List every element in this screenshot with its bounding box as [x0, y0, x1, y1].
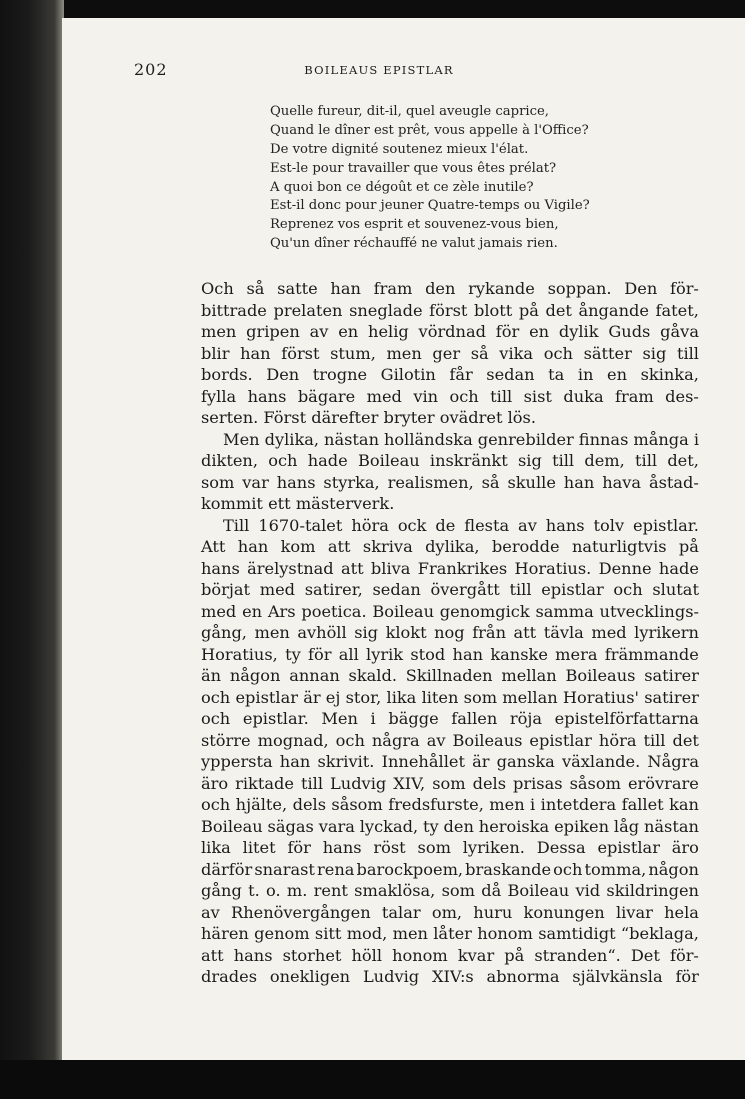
- verse-quote: [270, 103, 690, 254]
- book-spine-shadow: [0, 0, 64, 1060]
- verse-line: Quelle fureur, dit-il, quel aveugle caprice,: [270, 104, 549, 119]
- verse-line: Qu'un dîner réchauffé ne valut jamais rien.: [270, 236, 558, 252]
- text-line: att hans storhet höll honom kvar på stranden“. Det för-: [201, 945, 699, 965]
- text-line: bittrade prelaten sneglade först blott på det ångande fatet,: [201, 300, 699, 320]
- text-line: äro riktade till Ludvig XIV, som dels prisas såsom erövrare: [201, 773, 699, 793]
- verse-line: A quoi bon ce dégoût et ce zèle inutile?: [270, 179, 534, 195]
- text-line: Till 1670-talet höra ock de flesta av hans tolv epistlar.: [223, 515, 699, 535]
- running-title: BOILEAUS EPISTLAR: [304, 63, 454, 77]
- text-line: än någon annan skald. Skillnaden mellan Boileaus satirer: [201, 666, 699, 685]
- text-line: yppersta han skrivit. Innehållet är ganska växlande. Några: [201, 752, 699, 771]
- text-line: därför snarast rena barockpoem, braskande och tomma, någon: [201, 859, 699, 879]
- text-line: som var hans styrka, realismen, så skulle han hava åstad-: [201, 472, 699, 492]
- text-line: Men dylika, nästan holländska genrebilder finnas många i: [223, 429, 699, 449]
- text-line: blir han först stum, men ger så vika och sätter sig till: [201, 343, 699, 363]
- text-line: börjat med satirer, sedan övergått till epistlar och slutat: [201, 580, 699, 599]
- scan-border: [0, 1060, 745, 1099]
- text-line: serten. Först därefter bryter ovädret lös.: [201, 408, 536, 427]
- body-text: [201, 278, 699, 988]
- text-line: Att han kom att skriva dylika, berodde naturligtvis på: [201, 537, 699, 556]
- text-line: fylla hans bägare med vin och till sist duka fram des-: [201, 386, 699, 406]
- text-line: hären genom sitt mod, men låter honom samtidigt “beklaga,: [201, 924, 699, 943]
- verse-line: De votre dignité soutenez mieux l'élat.: [270, 141, 529, 157]
- text-line: gång, men avhöll sig klokt nog från att tävla med lyrikern: [201, 623, 699, 642]
- text-line: lika litet för hans röst som lyriken. Dessa epistlar äro: [201, 838, 699, 857]
- verse-line: Est-le pour travailler que vous êtes prélat?: [270, 160, 557, 176]
- text-line: och hjälte, dels såsom fredsfurste, men i intetdera fallet kan: [201, 795, 699, 814]
- text-line: och epistlar är ej stor, lika liten som mellan Horatius' satirer: [201, 687, 699, 707]
- page-header: [134, 60, 699, 84]
- text-line: men gripen av en helig vördnad för en dylik Guds gåva: [201, 322, 699, 341]
- verse-line: Reprenez vos esprit et souvenez-vous bien,: [270, 217, 559, 233]
- text-line: och epistlar. Men i bägge fallen röja epistelförfattarna: [201, 709, 699, 728]
- text-line: Boileau sägas vara lyckad, ty den heroiska epiken låg nästan: [201, 816, 699, 836]
- text-line: med en Ars poetica. Boileau genomgick samma utvecklings-: [201, 601, 699, 621]
- page-number: 202: [134, 60, 168, 79]
- text-line: av Rhenövergången talar om, huru konungen livar hela: [201, 902, 699, 922]
- text-line: kommit ett mästerverk.: [201, 494, 395, 513]
- text-line: Och så satte han fram den rykande soppan. Den för-: [201, 279, 699, 298]
- text-line: Horatius, ty för all lyrik stod han kanske mera främmande: [201, 644, 699, 664]
- text-line: större mognad, och några av Boileaus epistlar höra till det: [201, 730, 699, 750]
- text-line: dikten, och hade Boileau inskränkt sig till dem, till det,: [201, 451, 699, 470]
- text-line: drades onekligen Ludvig XIV:s abnorma självkänsla för: [201, 967, 699, 986]
- verse-line: Quand le dîner est prêt, vous appelle à l'Office?: [270, 122, 589, 138]
- text-line: hans ärelystnad att bliva Frankrikes Horatius. Denne hade: [201, 558, 699, 578]
- text-line: bords. Den trogne Gilotin får sedan ta in en skinka,: [201, 365, 699, 384]
- text-line: gång t. o. m. rent smaklösa, som då Boileau vid skildringen: [201, 881, 699, 900]
- verse-line: Est-il donc pour jeuner Quatre-temps ou Vigile?: [270, 198, 590, 214]
